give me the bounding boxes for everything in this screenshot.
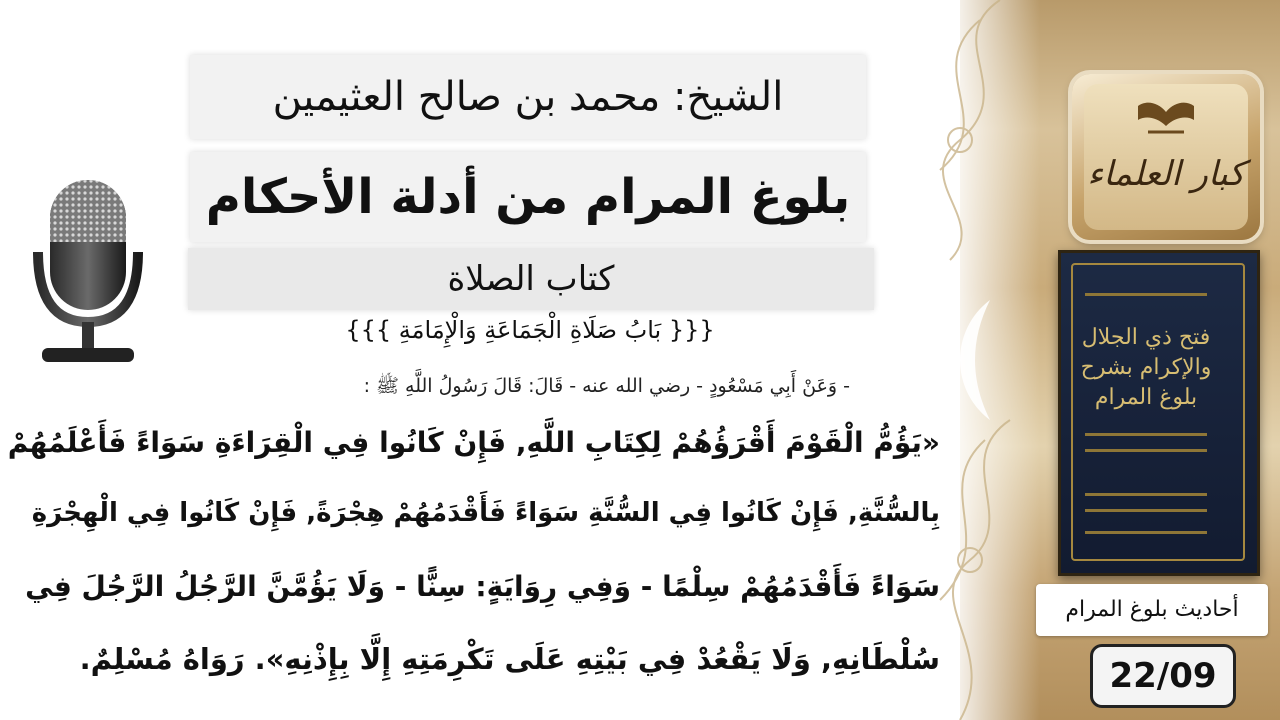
hadith-line-1: «يَؤُمُّ الْقَوْمَ أَقْرَؤُهُمْ لِكِتَابِ اللَّهِ, فَإِنْ كَانُوا فِي الْقِرَاءَةِ سَوَاءً فَأَعْلَمُهُمْ: [7, 426, 940, 459]
bab-heading: {{{ بَابُ صَلَاةِ الْجَمَاعَةِ وَالْإِمَامَةِ }}}: [345, 316, 715, 344]
sheikh-name: الشيخ: محمد بن صالح العثيمين: [190, 55, 866, 139]
logo-inner: [1084, 84, 1248, 230]
cover-title: فتح ذي الجلال والإكرام بشرح بلوغ المرام: [1080, 325, 1212, 410]
cover-rule: [1085, 509, 1207, 512]
scholars-logo: [1072, 74, 1260, 240]
hadith-line-2: بِالسُّنَّةِ, فَإِنْ كَانُوا فِي السُّنَّةِ سَوَاءً فَأَقْدَمُهُمْ هِجْرَةً, فَإِنْ كَانُوا فِي الْهِجْرَةِ: [31, 498, 940, 528]
cover-rule: [1085, 433, 1207, 436]
book-title: بلوغ المرام من أدلة الأحكام: [190, 152, 866, 242]
hadith-intro: - وَعَنْ أَبِي مَسْعُودٍ - رضي الله عنه - قَالَ: قَالَ رَسُولُ اللَّهِ ﷺ :: [363, 375, 850, 397]
series-label: أحاديث بلوغ المرام: [1036, 584, 1268, 636]
cover-rule: [1085, 293, 1207, 296]
chapter-title: كتاب الصلاة: [188, 248, 874, 310]
book-cover: [1058, 250, 1260, 576]
swirl-ornament-icon: [880, 0, 1030, 720]
cover-rule: [1085, 449, 1207, 452]
hadith-line-4: سُلْطَانِهِ, وَلَا يَقْعُدْ فِي بَيْتِهِ عَلَى تَكْرِمَتِهِ إِلَّا بِإِذْنِهِ». رَوَاهُ مُسْلِمٌ.: [79, 642, 940, 676]
open-book-icon: [1136, 96, 1196, 136]
episode-counter: 22/09: [1090, 644, 1236, 708]
cover-rule: [1085, 493, 1207, 496]
microphone-icon: [28, 172, 148, 372]
cover-rule: [1085, 531, 1207, 534]
logo-text: كبار العلماء: [1087, 154, 1245, 194]
hadith-line-3: سَوَاءً فَأَقْدَمُهُمْ سِلْمًا - وَفِي رِوَايَةٍ: سِنًّا - وَلَا يَؤُمَّنَّ الرَّجُلُ الرَّجُلَ فِي: [25, 570, 940, 603]
